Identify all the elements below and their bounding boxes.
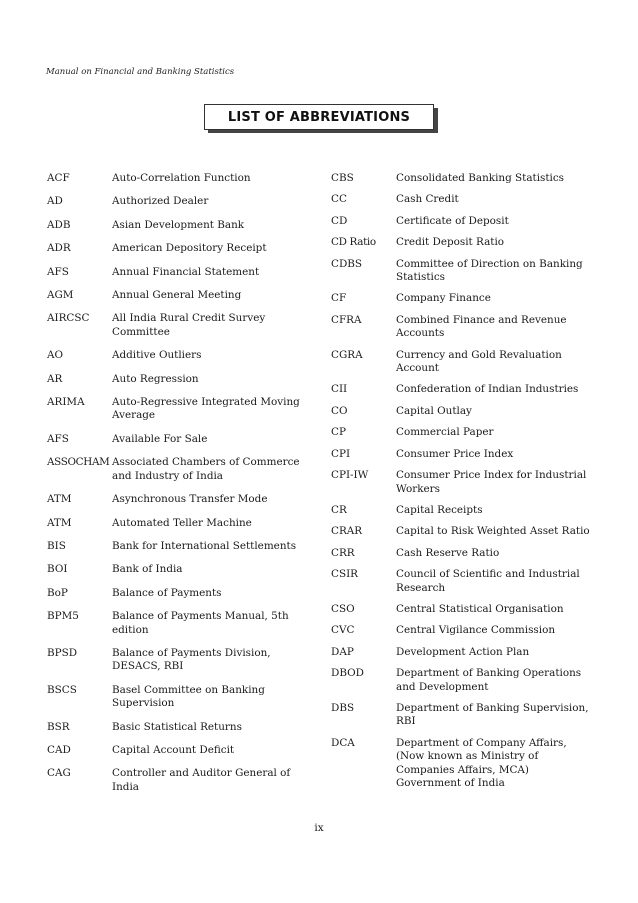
abbreviation-entry [47,456,309,483]
abbreviation-expansion: Balance of Payments Division, DESACS, RBI [112,646,271,673]
abbreviation-entry [331,603,591,616]
abbreviation-term: CO [331,404,348,417]
abbreviation-entry [47,587,309,600]
abbreviation-entry [331,469,591,496]
abbreviation-entry [331,405,591,418]
abbreviation-term: AIRCSC [47,312,90,325]
abbreviation-term: CBS [331,172,354,184]
abbreviation-entry [331,258,591,285]
abbreviation-expansion: Consumer Price Index for Industrial Workers [396,469,587,495]
abbreviation-term: BSCS [47,683,77,696]
abbreviation-entry [47,493,309,506]
abbreviation-expansion: Certificate of Deposit [396,214,509,227]
abbreviation-term: AR [47,372,63,385]
abbreviation-expansion: Company Finance [396,292,491,305]
abbreviation-entry [331,172,591,185]
abbreviation-entry [331,504,591,517]
abbreviation-expansion: Basel Committee on Banking Supervision [112,683,265,710]
abbreviation-term: AFS [47,432,69,445]
abbreviations-left-column [47,172,309,794]
abbreviation-entry [331,568,591,595]
abbreviation-term: AGM [47,289,74,302]
abbreviation-term: CSO [331,602,355,615]
abbreviation-expansion: Annual General Meeting [112,289,242,302]
abbreviation-expansion: Committee of Direction on Banking Statistics [396,257,583,284]
abbreviation-expansion: Auto-Regressive Integrated Moving Average [112,396,300,422]
abbreviation-term: DAP [331,645,354,658]
abbreviations-right-column [331,172,591,790]
abbreviation-term: ADR [47,242,71,255]
abbreviation-term: BSR [47,720,70,733]
abbreviation-entry [47,610,309,637]
abbreviation-expansion: Auto-Correlation Function [112,172,251,184]
abbreviation-entry [331,314,591,341]
abbreviation-expansion: Capital Outlay [396,404,472,417]
abbreviation-entry [47,373,309,386]
abbreviation-term: BoP [47,586,68,599]
abbreviation-term: CPI [331,447,351,460]
abbreviation-expansion: Cash Reserve Ratio [396,546,500,559]
page-title: LIST OF ABBREVIATIONS [227,109,411,125]
abbreviation-expansion: Annual Financial Statement [112,265,260,278]
abbreviation-expansion: Available For Sale [112,432,208,445]
abbreviation-term: CR [331,503,347,516]
abbreviation-term: ATM [47,493,72,506]
abbreviation-entry [331,193,591,206]
abbreviation-term: CFRA [331,313,362,326]
abbreviation-term: CD Ratio [331,236,376,249]
abbreviation-term: DBS [331,701,355,714]
abbreviation-expansion: Authorized Dealer [112,195,209,208]
abbreviation-expansion: Credit Deposit Ratio [396,236,505,249]
abbreviation-entry [47,721,309,734]
abbreviation-expansion: Asynchronous Transfer Mode [112,493,268,506]
abbreviation-entry [47,312,309,339]
abbreviation-expansion: Balance of Payments [112,586,222,599]
abbreviation-term: CDBS [331,257,363,270]
abbreviation-entry [47,563,309,576]
abbreviation-expansion: Department of Banking Operations and Development [396,667,582,693]
abbreviation-expansion: American Depository Receipt [112,242,267,255]
abbreviation-expansion: Central Statistical Organisation [396,602,564,615]
abbreviation-term: BIS [47,539,66,552]
abbreviation-term: DCA [331,736,355,749]
abbreviation-term: BPSD [47,646,78,659]
abbreviation-expansion: Combined Finance and Revenue Accounts [396,313,567,340]
abbreviation-entry [331,547,591,560]
abbreviation-expansion: Commercial Paper [396,426,494,439]
abbreviation-expansion: Cash Credit [396,193,459,206]
abbreviation-entry [47,172,309,185]
abbreviation-expansion: Bank for International Settlements [112,539,297,552]
abbreviation-term: CPI-IW [331,469,369,482]
abbreviation-entry [47,219,309,232]
abbreviation-entry [47,266,309,279]
abbreviation-entry [47,767,309,794]
abbreviation-entry [331,624,591,637]
abbreviation-term: ADB [47,218,71,231]
abbreviation-term: CC [331,193,347,206]
abbreviation-term: AFS [47,265,69,278]
abbreviation-expansion: Council of Scientific and Industrial Research [396,568,580,594]
abbreviation-entry [331,236,591,249]
abbreviation-entry [47,396,309,423]
abbreviation-term: CGRA [331,348,363,361]
abbreviation-entry [331,215,591,228]
abbreviation-expansion: All India Rural Credit Survey Committee [112,312,266,338]
abbreviation-expansion: Development Action Plan [396,645,530,658]
abbreviation-entry [47,684,309,711]
abbreviation-expansion: Consolidated Banking Statistics [396,172,565,184]
abbreviation-entry [47,540,309,553]
abbreviation-expansion: Bank of India [112,563,183,576]
abbreviation-term: CD [331,214,348,227]
abbreviation-entry [331,383,591,396]
abbreviation-term: AO [47,349,64,362]
abbreviation-term: CSIR [331,568,358,581]
abbreviation-expansion: Capital Account Deficit [112,743,235,756]
abbreviation-expansion: Capital to Risk Weighted Asset Ratio [396,525,590,538]
abbreviation-entry [47,195,309,208]
abbreviation-term: CRR [331,546,355,559]
abbreviation-expansion: Consumer Price Index [396,447,514,460]
abbreviation-entry [47,744,309,757]
abbreviation-entry [331,426,591,439]
abbreviation-term: CAD [47,743,71,756]
abbreviation-expansion: Central Vigilance Commission [396,624,556,637]
abbreviation-entry [331,702,591,729]
abbreviation-expansion: Department of Company Affairs, (Now known as Ministry of Companies Affairs, MCA) Government of India [396,736,567,789]
abbreviation-term: BOI [47,563,68,576]
abbreviation-entry [47,433,309,446]
abbreviation-entry [47,242,309,255]
abbreviation-term: CVC [331,624,355,637]
abbreviation-term: ATM [47,516,72,529]
abbreviation-expansion: Basic Statistical Returns [112,720,242,733]
abbreviation-term: ARIMA [47,396,85,409]
abbreviation-expansion: Capital Receipts [396,503,483,516]
abbreviation-term: BPM5 [47,610,79,623]
running-header: Manual on Financial and Banking Statistics [46,67,235,77]
abbreviation-term: DBOD [331,667,365,680]
title-box [204,104,434,130]
abbreviation-term: CAG [47,767,71,780]
abbreviation-entry [331,448,591,461]
abbreviation-entry [331,646,591,659]
abbreviation-expansion: Confederation of Indian Industries [396,383,579,396]
abbreviation-entry [331,737,591,791]
abbreviation-term: CII [331,383,348,396]
abbreviation-entry [331,349,591,376]
abbreviation-expansion: Automated Teller Machine [112,516,252,529]
abbreviation-term: ACF [47,172,70,184]
abbreviation-expansion: Controller and Auditor General of India [112,767,291,793]
abbreviation-entry [331,667,591,694]
abbreviation-entry [47,289,309,302]
abbreviation-expansion: Balance of Payments Manual, 5th edition [112,610,289,636]
abbreviation-expansion: Auto Regression [112,372,199,385]
abbreviation-entry [47,517,309,530]
abbreviation-expansion: Currency and Gold Revaluation Account [396,348,562,375]
abbreviation-term: ASSOCHAM [47,456,110,469]
abbreviation-term: CP [331,426,346,439]
abbreviation-expansion: Asian Development Bank [112,218,245,231]
abbreviation-term: CF [331,292,347,305]
abbreviation-expansion: Additive Outliers [112,349,202,362]
abbreviation-entry [47,647,309,674]
abbreviation-expansion: Associated Chambers of Commerce and Industry of India [112,456,300,482]
abbreviation-term: CRAR [331,525,363,538]
abbreviation-term: AD [47,195,63,208]
abbreviation-expansion: Department of Banking Supervision, RBI [396,701,589,728]
abbreviation-entry [331,525,591,538]
page-number: ix [314,822,324,834]
abbreviation-entry [331,292,591,305]
abbreviation-entry [47,349,309,362]
